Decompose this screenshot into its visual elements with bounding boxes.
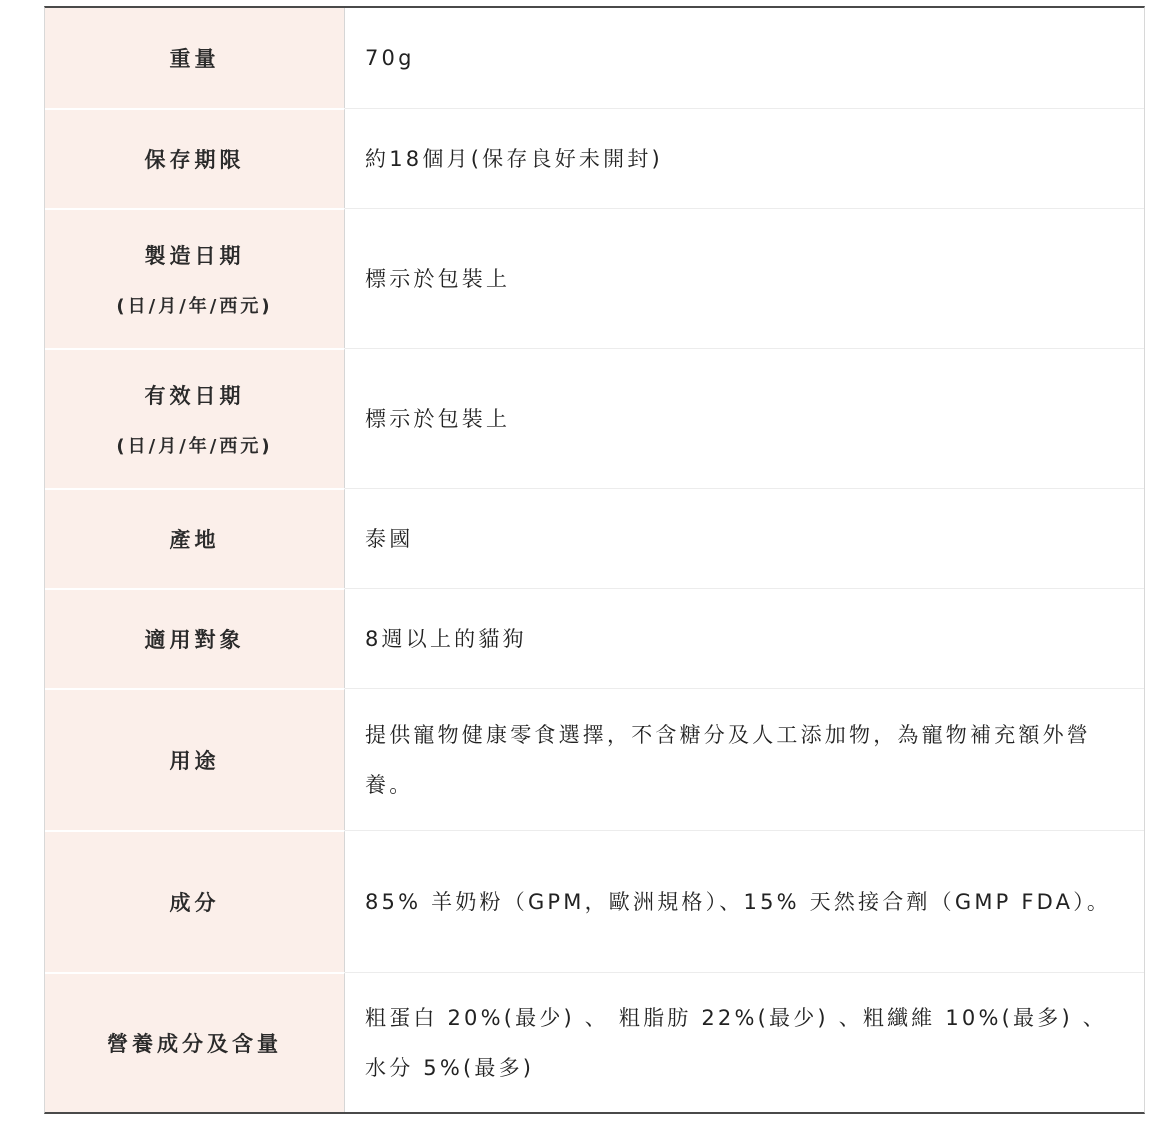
spec-value [345, 830, 1144, 972]
spec-label-text: 製造日期 [144, 244, 245, 268]
spec-value [345, 972, 1144, 1112]
spec-label [45, 972, 345, 1112]
spec-row-shelf-life [45, 108, 1144, 208]
spec-label-text: 有效日期 [144, 384, 245, 408]
spec-row-expiry-date [45, 348, 1144, 488]
spec-label [45, 8, 345, 108]
spec-label-text: 適用對象 [144, 628, 245, 652]
spec-label [45, 208, 345, 348]
spec-value [345, 688, 1144, 830]
spec-value-text: 提供寵物健康零食選擇，不含糖分及人工添加物，為寵物補充額外營養。 [365, 722, 1091, 797]
spec-label [45, 108, 345, 208]
spec-row-manufacture-date [45, 208, 1144, 348]
spec-label [45, 588, 345, 688]
spec-value-text: 70g [365, 46, 415, 70]
spec-row-purpose [45, 688, 1144, 830]
spec-value-text: 標示於包裝上 [365, 406, 511, 431]
spec-label-text: 保存期限 [144, 148, 245, 172]
spec-row-origin [45, 488, 1144, 588]
spec-label-text: 成分 [169, 891, 220, 915]
spec-sublabel-text: (日/月/年/西元) [116, 296, 273, 317]
spec-value-text: 8週以上的貓狗 [365, 626, 527, 651]
spec-row-target [45, 588, 1144, 688]
spec-label-text: 用途 [169, 749, 220, 773]
spec-row-ingredients [45, 830, 1144, 972]
spec-label-text: 產地 [169, 528, 220, 552]
spec-value-text: 標示於包裝上 [365, 266, 511, 291]
spec-value-text: 約18個月(保存良好未開封) [365, 146, 663, 171]
spec-value-text: 85% 羊奶粉（GPM，歐洲規格）、15% 天然接合劑（GMP FDA）。 [365, 889, 1112, 914]
spec-value [345, 108, 1144, 208]
spec-value [345, 488, 1144, 588]
spec-value-text: 泰國 [365, 526, 414, 551]
spec-label-text: 營養成分及含量 [107, 1032, 282, 1056]
spec-value [345, 8, 1144, 108]
spec-value [345, 588, 1144, 688]
spec-sublabel-text: (日/月/年/西元) [116, 436, 273, 457]
spec-label [45, 688, 345, 830]
spec-row-nutrition [45, 972, 1144, 1112]
spec-row-weight [45, 8, 1144, 108]
spec-value-text: 粗蛋白 20%(最少) 、 粗脂肪 22%(最少) 、粗纖維 10%(最多) 、水分 5%(最多) [365, 1005, 1107, 1080]
spec-value [345, 348, 1144, 488]
spec-label [45, 348, 345, 488]
product-spec-table [44, 6, 1145, 1114]
spec-label-text: 重量 [169, 47, 220, 71]
spec-value [345, 208, 1144, 348]
spec-label [45, 488, 345, 588]
spec-label [45, 830, 345, 972]
